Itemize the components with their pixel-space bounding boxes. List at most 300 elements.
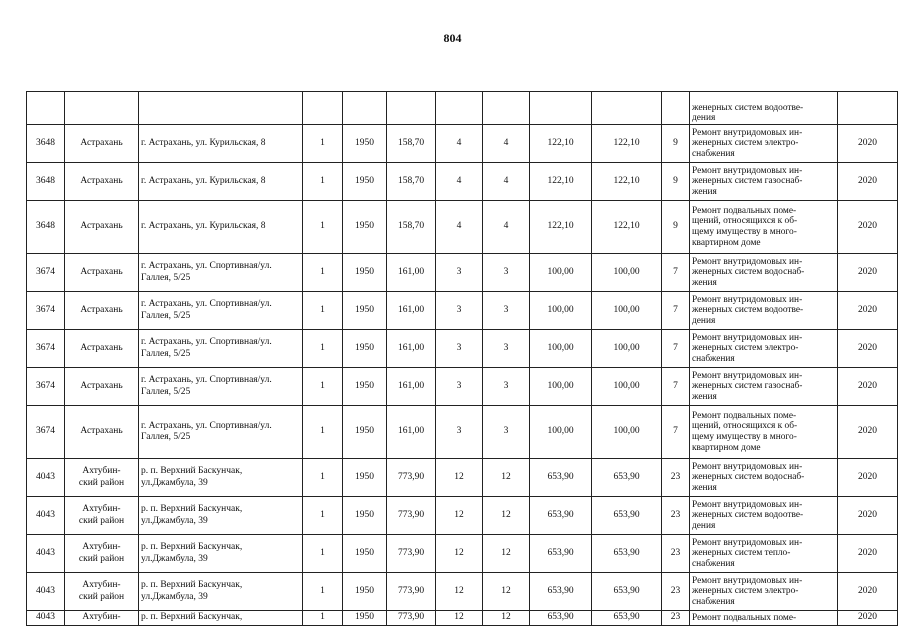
cell-text-line: Астрахань bbox=[80, 266, 123, 277]
cell-locality bbox=[65, 611, 139, 626]
cell-living-area bbox=[530, 292, 592, 330]
cell-value-5 bbox=[483, 406, 530, 459]
cell-text-line: женерных систем электро- bbox=[692, 343, 799, 354]
cell-text-line: Ремонт подвальных поме- bbox=[692, 205, 797, 216]
cell-value-4 bbox=[436, 201, 483, 254]
cell-text-line: 1 bbox=[320, 175, 325, 186]
cell-text-line: жения bbox=[692, 186, 717, 197]
cell-value-5 bbox=[483, 254, 530, 292]
table-row bbox=[27, 459, 898, 497]
cell-text-line: 653,90 bbox=[613, 585, 640, 596]
cell-text-line: г. Астрахань, ул. Спортивная/ул. bbox=[141, 420, 272, 431]
cell-total-area bbox=[387, 573, 436, 611]
cell-text-line: 1 bbox=[320, 547, 325, 558]
cell-work-type bbox=[690, 535, 838, 573]
cell-locality bbox=[65, 497, 139, 535]
cell-text-line: 100,00 bbox=[547, 380, 574, 391]
cell-text-line: снабжения bbox=[692, 558, 735, 569]
cell-text-line: 12 bbox=[501, 585, 511, 596]
cell-text-line: женерных систем газоснаб- bbox=[692, 176, 803, 187]
cell-total-area bbox=[387, 292, 436, 330]
cell-text-line: г. Астрахань, ул. Спортивная/ул. bbox=[141, 299, 272, 310]
cell-year bbox=[838, 573, 898, 611]
cell-living-area bbox=[530, 497, 592, 535]
cell-text-line: щему имуществу в много- bbox=[692, 227, 797, 237]
cell-text-line: 9 bbox=[673, 137, 678, 148]
cell-year-built bbox=[343, 92, 387, 125]
cell-text-line: 158,70 bbox=[397, 137, 425, 148]
cell-text-line: снабжения bbox=[692, 353, 735, 364]
cell-text-line: 2020 bbox=[858, 471, 877, 482]
cell-total-area bbox=[387, 163, 436, 201]
cell-text-line: жения bbox=[692, 277, 717, 288]
cell-text-line: ул.Джамбула, 39 bbox=[141, 591, 208, 602]
cell-residents bbox=[662, 201, 690, 254]
cell-living-area bbox=[530, 125, 592, 163]
cell-text-line: щений, относящихся к об- bbox=[692, 216, 798, 227]
cell-number bbox=[27, 535, 65, 573]
cell-text-line: Ахтубин- bbox=[82, 466, 121, 477]
cell-year-built bbox=[343, 292, 387, 330]
cell-text-line: 773,90 bbox=[397, 612, 425, 623]
cell-work-type bbox=[690, 611, 838, 626]
cell-year bbox=[838, 201, 898, 254]
cell-residents bbox=[662, 459, 690, 497]
cell-locality bbox=[65, 368, 139, 406]
cell-number bbox=[27, 573, 65, 611]
cell-number bbox=[27, 163, 65, 201]
cell-value-5 bbox=[483, 125, 530, 163]
cell-text-line: 100,00 bbox=[613, 426, 640, 437]
cell-text-line: Астрахань bbox=[80, 426, 123, 437]
cell-text-line: 3 bbox=[456, 304, 462, 315]
cell-year bbox=[838, 406, 898, 459]
cell-text-line: 653,90 bbox=[547, 547, 574, 558]
cell-number bbox=[27, 254, 65, 292]
cell-value-5 bbox=[483, 611, 530, 626]
cell-year-built bbox=[343, 459, 387, 497]
cell-text-line: 4043 bbox=[36, 471, 55, 482]
cell-text-line: 653,90 bbox=[547, 585, 574, 596]
cell-year bbox=[838, 368, 898, 406]
cell-value-4 bbox=[436, 573, 483, 611]
cell-number bbox=[27, 92, 65, 125]
cell-year bbox=[838, 125, 898, 163]
cell-text-line: Ремонт внутридомовых ин- bbox=[692, 332, 803, 343]
cell-living-area bbox=[530, 573, 592, 611]
table-row bbox=[27, 406, 898, 459]
cell-text-line: 3 bbox=[503, 304, 509, 315]
cell-total-area bbox=[387, 459, 436, 497]
cell-value-1 bbox=[303, 573, 343, 611]
cell-value-1 bbox=[303, 368, 343, 406]
cell-value-7 bbox=[592, 163, 662, 201]
cell-text-line: г. Астрахань, ул. Спортивная/ул. bbox=[141, 375, 272, 386]
cell-text-line: щему имуществу в много- bbox=[692, 432, 797, 442]
cell-value-7 bbox=[592, 330, 662, 368]
cell-year-built bbox=[343, 535, 387, 573]
cell-text-line: Ремонт внутридомовых ин- bbox=[692, 499, 803, 510]
cell-text-line: 7 bbox=[673, 266, 678, 277]
cell-text-line: 100,00 bbox=[547, 266, 574, 277]
cell-value-4 bbox=[436, 163, 483, 201]
cell-text-line: 1950 bbox=[355, 585, 374, 596]
cell-text-line: 3674 bbox=[36, 304, 55, 315]
cell-total-area bbox=[387, 497, 436, 535]
cell-text-line: 23 bbox=[670, 612, 681, 623]
cell-living-area bbox=[530, 330, 592, 368]
cell-text-line: 3648 bbox=[36, 137, 55, 148]
cell-text-line: женерных систем водоотве- bbox=[692, 102, 804, 113]
cell-year-built bbox=[343, 497, 387, 535]
cell-text-line: 100,00 bbox=[613, 380, 640, 391]
cell-value-1 bbox=[303, 406, 343, 459]
cell-text-line: 158,70 bbox=[397, 175, 425, 186]
cell-text-line: 2020 bbox=[858, 342, 877, 353]
cell-living-area bbox=[530, 611, 592, 626]
cell-value-4 bbox=[436, 459, 483, 497]
cell-number bbox=[27, 406, 65, 459]
cell-address bbox=[139, 125, 303, 163]
cell-text-line: женерных систем водоснаб- bbox=[692, 472, 805, 483]
cell-text-line: Ремонт подвальных поме- bbox=[692, 612, 797, 623]
cell-text-line: женерных систем электро- bbox=[692, 586, 799, 597]
cell-year-built bbox=[343, 330, 387, 368]
cell-value-4 bbox=[436, 406, 483, 459]
cell-address bbox=[139, 406, 303, 459]
cell-year-built bbox=[343, 201, 387, 254]
cell-total-area bbox=[387, 535, 436, 573]
cell-value-4 bbox=[436, 535, 483, 573]
cell-value-7 bbox=[592, 368, 662, 406]
cell-text-line: 653,90 bbox=[547, 471, 574, 482]
cell-text-line: ул.Джамбула, 39 bbox=[141, 553, 208, 564]
cell-text-line: 3 bbox=[456, 266, 462, 277]
cell-text-line: квартирном доме bbox=[692, 442, 761, 453]
cell-text-line: женерных систем водоотве- bbox=[692, 305, 804, 316]
cell-text-line: 161,00 bbox=[397, 380, 425, 391]
cell-work-type bbox=[690, 254, 838, 292]
cell-number bbox=[27, 459, 65, 497]
cell-value-1 bbox=[303, 459, 343, 497]
cell-text-line: 12 bbox=[454, 471, 464, 482]
cell-number bbox=[27, 292, 65, 330]
cell-value-1 bbox=[303, 201, 343, 254]
cell-text-line: 1 bbox=[320, 221, 325, 232]
cell-value-5 bbox=[483, 459, 530, 497]
table-body bbox=[27, 92, 898, 626]
cell-text-line: 12 bbox=[501, 547, 511, 558]
cell-address bbox=[139, 92, 303, 125]
cell-text-line: 122,10 bbox=[547, 221, 574, 232]
cell-value-7 bbox=[592, 125, 662, 163]
cell-text-line: 2020 bbox=[858, 547, 877, 558]
cell-address bbox=[139, 254, 303, 292]
cell-text-line: Ремонт внутридомовых ин- bbox=[692, 127, 803, 138]
cell-total-area bbox=[387, 330, 436, 368]
cell-living-area bbox=[530, 535, 592, 573]
cell-address bbox=[139, 368, 303, 406]
cell-living-area bbox=[530, 201, 592, 254]
cell-locality bbox=[65, 292, 139, 330]
cell-text-line: 122,10 bbox=[613, 137, 640, 148]
cell-value-7 bbox=[592, 573, 662, 611]
table-row bbox=[27, 497, 898, 535]
cell-text-line: 1 bbox=[320, 304, 325, 315]
cell-number bbox=[27, 125, 65, 163]
cell-locality bbox=[65, 201, 139, 254]
cell-locality bbox=[65, 573, 139, 611]
cell-text-line: Ахтубин- bbox=[82, 612, 121, 623]
cell-text-line: Ремонт внутридомовых ин- bbox=[692, 294, 803, 305]
cell-text-line: 4 bbox=[456, 175, 462, 186]
cell-text-line: 773,90 bbox=[397, 547, 425, 558]
cell-text-line: 3648 bbox=[36, 175, 55, 186]
cell-value-7 bbox=[592, 254, 662, 292]
cell-work-type bbox=[690, 368, 838, 406]
cell-text-line: г. Астрахань, ул. Курильская, 8 bbox=[141, 221, 266, 232]
cell-locality bbox=[65, 459, 139, 497]
cell-text-line: 1950 bbox=[355, 471, 374, 482]
cell-value-5 bbox=[483, 201, 530, 254]
cell-text-line: 23 bbox=[670, 471, 681, 482]
cell-year-built bbox=[343, 163, 387, 201]
cell-text-line: 3674 bbox=[36, 342, 55, 353]
cell-text-line: Ахтубин- bbox=[82, 542, 121, 553]
cell-text-line: р. п. Верхний Баскунчак, bbox=[141, 542, 243, 553]
cell-text-line: 100,00 bbox=[547, 304, 574, 315]
cell-text-line: Астрахань bbox=[80, 137, 123, 148]
cell-text-line: женерных систем водоотве- bbox=[692, 510, 804, 521]
cell-value-1 bbox=[303, 254, 343, 292]
cell-text-line: 12 bbox=[454, 547, 464, 558]
cell-text-line: Галлея, 5/25 bbox=[141, 432, 191, 442]
cell-value-4 bbox=[436, 330, 483, 368]
cell-value-4 bbox=[436, 125, 483, 163]
cell-text-line: 4043 bbox=[36, 585, 55, 596]
cell-address bbox=[139, 459, 303, 497]
cell-value-7 bbox=[592, 201, 662, 254]
cell-number bbox=[27, 497, 65, 535]
cell-value-5 bbox=[483, 292, 530, 330]
cell-text-line: 2020 bbox=[858, 175, 877, 186]
table-row bbox=[27, 330, 898, 368]
cell-residents bbox=[662, 368, 690, 406]
cell-text-line: 773,90 bbox=[397, 509, 425, 520]
cell-text-line: Астрахань bbox=[80, 342, 123, 353]
cell-locality bbox=[65, 330, 139, 368]
table-row bbox=[27, 368, 898, 406]
cell-text-line: 2020 bbox=[858, 137, 877, 148]
cell-living-area bbox=[530, 368, 592, 406]
cell-text-line: 100,00 bbox=[547, 342, 574, 353]
cell-text-line: 4043 bbox=[36, 509, 55, 520]
cell-text-line: 12 bbox=[454, 509, 464, 520]
cell-text-line: 122,10 bbox=[547, 137, 574, 148]
cell-total-area bbox=[387, 368, 436, 406]
cell-living-area bbox=[530, 459, 592, 497]
cell-value-7 bbox=[592, 611, 662, 626]
cell-text-line: 653,90 bbox=[613, 547, 640, 558]
cell-text-line: 3 bbox=[456, 426, 462, 437]
cell-value-5 bbox=[483, 92, 530, 125]
cell-year bbox=[838, 330, 898, 368]
cell-text-line: 7 bbox=[673, 426, 678, 437]
cell-text-line: 1 bbox=[320, 426, 325, 437]
cell-text-line: Ремонт внутридомовых ин- bbox=[692, 256, 803, 267]
cell-text-line: Галлея, 5/25 bbox=[141, 348, 191, 359]
cell-value-4 bbox=[436, 368, 483, 406]
cell-text-line: Астрахань bbox=[80, 175, 123, 186]
cell-text-line: 653,90 bbox=[547, 509, 574, 520]
cell-total-area bbox=[387, 125, 436, 163]
cell-text-line: 1950 bbox=[355, 547, 374, 558]
cell-text-line: 122,10 bbox=[547, 175, 574, 186]
cell-residents bbox=[662, 611, 690, 626]
cell-year-built bbox=[343, 573, 387, 611]
cell-text-line: Ахтубин- bbox=[82, 504, 121, 515]
cell-text-line: г. Астрахань, ул. Спортивная/ул. bbox=[141, 337, 272, 348]
cell-text-line: 1950 bbox=[355, 175, 374, 186]
cell-text-line: 2020 bbox=[858, 509, 877, 520]
cell-number bbox=[27, 330, 65, 368]
cell-work-type bbox=[690, 497, 838, 535]
cell-residents bbox=[662, 535, 690, 573]
cell-address bbox=[139, 611, 303, 626]
cell-text-line: р. п. Верхний Баскунчак, bbox=[141, 580, 243, 591]
cell-work-type bbox=[690, 573, 838, 611]
cell-text-line: Галлея, 5/25 bbox=[141, 272, 191, 283]
cell-text-line: 23 bbox=[670, 509, 681, 520]
cell-text-line: 161,00 bbox=[397, 266, 425, 277]
cell-total-area bbox=[387, 92, 436, 125]
cell-value-7 bbox=[592, 535, 662, 573]
cell-value-1 bbox=[303, 163, 343, 201]
cell-text-line: 12 bbox=[501, 509, 511, 520]
cell-locality bbox=[65, 254, 139, 292]
cell-value-1 bbox=[303, 292, 343, 330]
table-row bbox=[27, 573, 898, 611]
cell-locality bbox=[65, 535, 139, 573]
cell-address bbox=[139, 163, 303, 201]
cell-text-line: 12 bbox=[501, 612, 511, 623]
cell-text-line: 3 bbox=[503, 426, 509, 437]
cell-text-line: жения bbox=[692, 482, 717, 493]
cell-value-1 bbox=[303, 330, 343, 368]
cell-text-line: г. Астрахань, ул. Спортивная/ул. bbox=[141, 261, 272, 272]
cell-text-line: 3674 bbox=[36, 266, 55, 277]
cell-text-line: 3648 bbox=[36, 221, 55, 232]
cell-address bbox=[139, 535, 303, 573]
cell-residents bbox=[662, 92, 690, 125]
table-row bbox=[27, 611, 898, 626]
cell-text-line: женерных систем водоснаб- bbox=[692, 267, 805, 278]
cell-value-4 bbox=[436, 497, 483, 535]
cell-text-line: 9 bbox=[673, 175, 678, 186]
cell-value-7 bbox=[592, 92, 662, 125]
cell-total-area bbox=[387, 406, 436, 459]
cell-value-5 bbox=[483, 368, 530, 406]
cell-total-area bbox=[387, 201, 436, 254]
cell-value-5 bbox=[483, 330, 530, 368]
cell-text-line: Астрахань bbox=[80, 380, 123, 391]
cell-work-type bbox=[690, 92, 838, 125]
cell-text-line: 9 bbox=[673, 221, 678, 232]
cell-living-area bbox=[530, 406, 592, 459]
cell-text-line: 7 bbox=[673, 342, 678, 353]
cell-text-line: 1 bbox=[320, 509, 325, 520]
cell-text-line: 1950 bbox=[355, 342, 374, 353]
cell-value-7 bbox=[592, 292, 662, 330]
cell-text-line: 1 bbox=[320, 380, 325, 391]
cell-text-line: 122,10 bbox=[613, 221, 640, 232]
cell-residents bbox=[662, 497, 690, 535]
cell-text-line: 653,90 bbox=[613, 471, 640, 482]
cell-text-line: 1 bbox=[320, 342, 325, 353]
cell-text-line: Ремонт внутридомовых ин- bbox=[692, 537, 803, 548]
cell-residents bbox=[662, 292, 690, 330]
cell-work-type bbox=[690, 163, 838, 201]
cell-text-line: 2020 bbox=[858, 304, 877, 315]
cell-text-line: 2020 bbox=[858, 221, 877, 232]
cell-year-built bbox=[343, 406, 387, 459]
cell-text-line: Ахтубин- bbox=[82, 580, 121, 591]
cell-year-built bbox=[343, 125, 387, 163]
cell-text-line: ул.Джамбула, 39 bbox=[141, 515, 208, 526]
cell-total-area bbox=[387, 611, 436, 626]
cell-living-area bbox=[530, 92, 592, 125]
cell-text-line: 1950 bbox=[355, 221, 374, 232]
cell-text-line: 4 bbox=[503, 221, 509, 232]
table-row bbox=[27, 292, 898, 330]
cell-text-line: Галлея, 5/25 bbox=[141, 310, 191, 321]
cell-text-line: снабжения bbox=[692, 148, 735, 159]
cell-number bbox=[27, 201, 65, 254]
cell-value-1 bbox=[303, 497, 343, 535]
table-row bbox=[27, 163, 898, 201]
cell-text-line: 653,90 bbox=[613, 612, 640, 623]
cell-text-line: 1950 bbox=[355, 612, 374, 623]
cell-locality bbox=[65, 92, 139, 125]
cell-text-line: 161,00 bbox=[397, 342, 425, 353]
cell-text-line: женерных систем тепло- bbox=[692, 548, 791, 559]
cell-value-4 bbox=[436, 611, 483, 626]
cell-text-line: р. п. Верхний Баскунчак, bbox=[141, 466, 243, 477]
cell-text-line: Галлея, 5/25 bbox=[141, 386, 191, 397]
page-number: 804 bbox=[443, 31, 462, 45]
cell-residents bbox=[662, 254, 690, 292]
table-row bbox=[27, 92, 898, 125]
cell-work-type bbox=[690, 201, 838, 254]
cell-text-line: ский район bbox=[78, 515, 125, 526]
cell-value-4 bbox=[436, 254, 483, 292]
cell-address bbox=[139, 292, 303, 330]
cell-text-line: р. п. Верхний Баскунчак, bbox=[141, 504, 243, 515]
cell-address bbox=[139, 330, 303, 368]
cell-residents bbox=[662, 330, 690, 368]
cell-text-line: 1 bbox=[320, 137, 325, 148]
cell-text-line: 1 bbox=[320, 266, 325, 277]
cell-text-line: 1950 bbox=[355, 266, 374, 277]
cell-total-area bbox=[387, 254, 436, 292]
cell-text-line: 1950 bbox=[355, 426, 374, 437]
cell-text-line: ул.Джамбула, 39 bbox=[141, 477, 208, 488]
cell-text-line: 7 bbox=[673, 304, 678, 315]
cell-value-4 bbox=[436, 292, 483, 330]
cell-value-7 bbox=[592, 406, 662, 459]
cell-year bbox=[838, 292, 898, 330]
cell-text-line: 100,00 bbox=[613, 342, 640, 353]
